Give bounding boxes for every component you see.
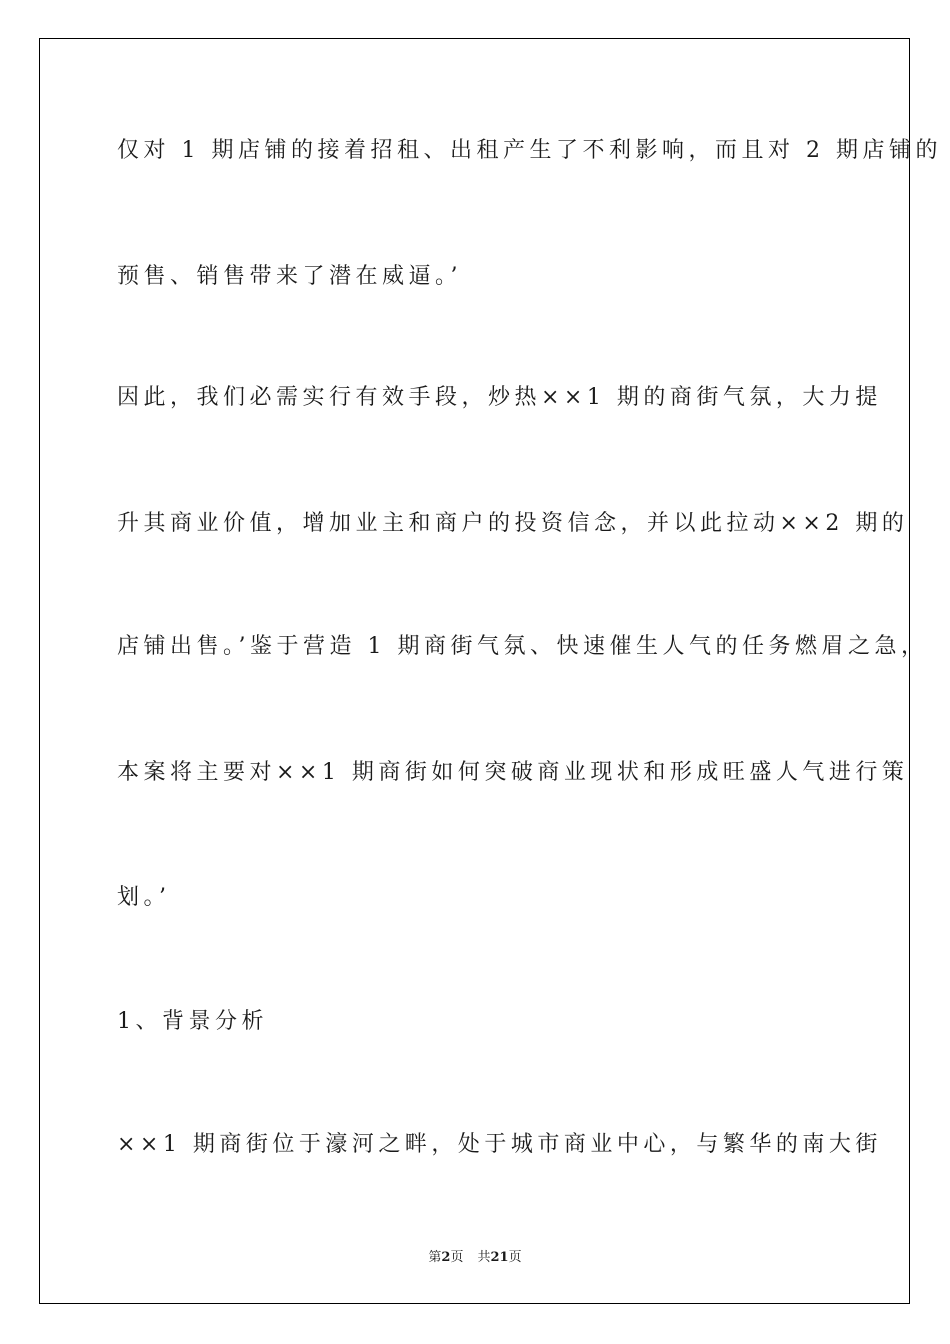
body-line-4: 升其商业价值，增加业主和商户的投资信念，并以此拉动××2 期的 <box>117 511 909 536</box>
total-prefix: 共 <box>477 1250 491 1265</box>
body-line-2: 预售、销售带来了潜在威逼。’ <box>117 264 462 289</box>
document-page <box>39 38 910 1304</box>
total-suffix: 页 <box>508 1250 522 1265</box>
body-line-5: 店铺出售。’鉴于营造 1 期商街气氛、快速催生人气的任务燃眉之急， <box>117 634 928 659</box>
body-line-1: 仅对 1 期店铺的接着招租、出租产生了不利影响，而且对 2 期店铺的 <box>117 138 942 163</box>
body-line-3: 因此，我们必需实行有效手段，炒热××1 期的商街气氛，大力提 <box>117 385 882 410</box>
page-suffix: 页 <box>450 1250 464 1265</box>
page-footer <box>0 1246 950 1265</box>
page-prefix: 第 <box>428 1250 442 1265</box>
page-number: 2 <box>441 1250 451 1265</box>
section-heading: 1、背景分析 <box>117 1009 268 1034</box>
body-line-8: ××1 期商街位于濠河之畔，处于城市商业中心，与繁华的南大街 <box>117 1132 882 1157</box>
body-line-7: 划。’ <box>117 885 171 910</box>
total-pages: 21 <box>490 1250 509 1265</box>
body-line-6: 本案将主要对××1 期商街如何突破商业现状和形成旺盛人气进行策 <box>117 760 909 785</box>
